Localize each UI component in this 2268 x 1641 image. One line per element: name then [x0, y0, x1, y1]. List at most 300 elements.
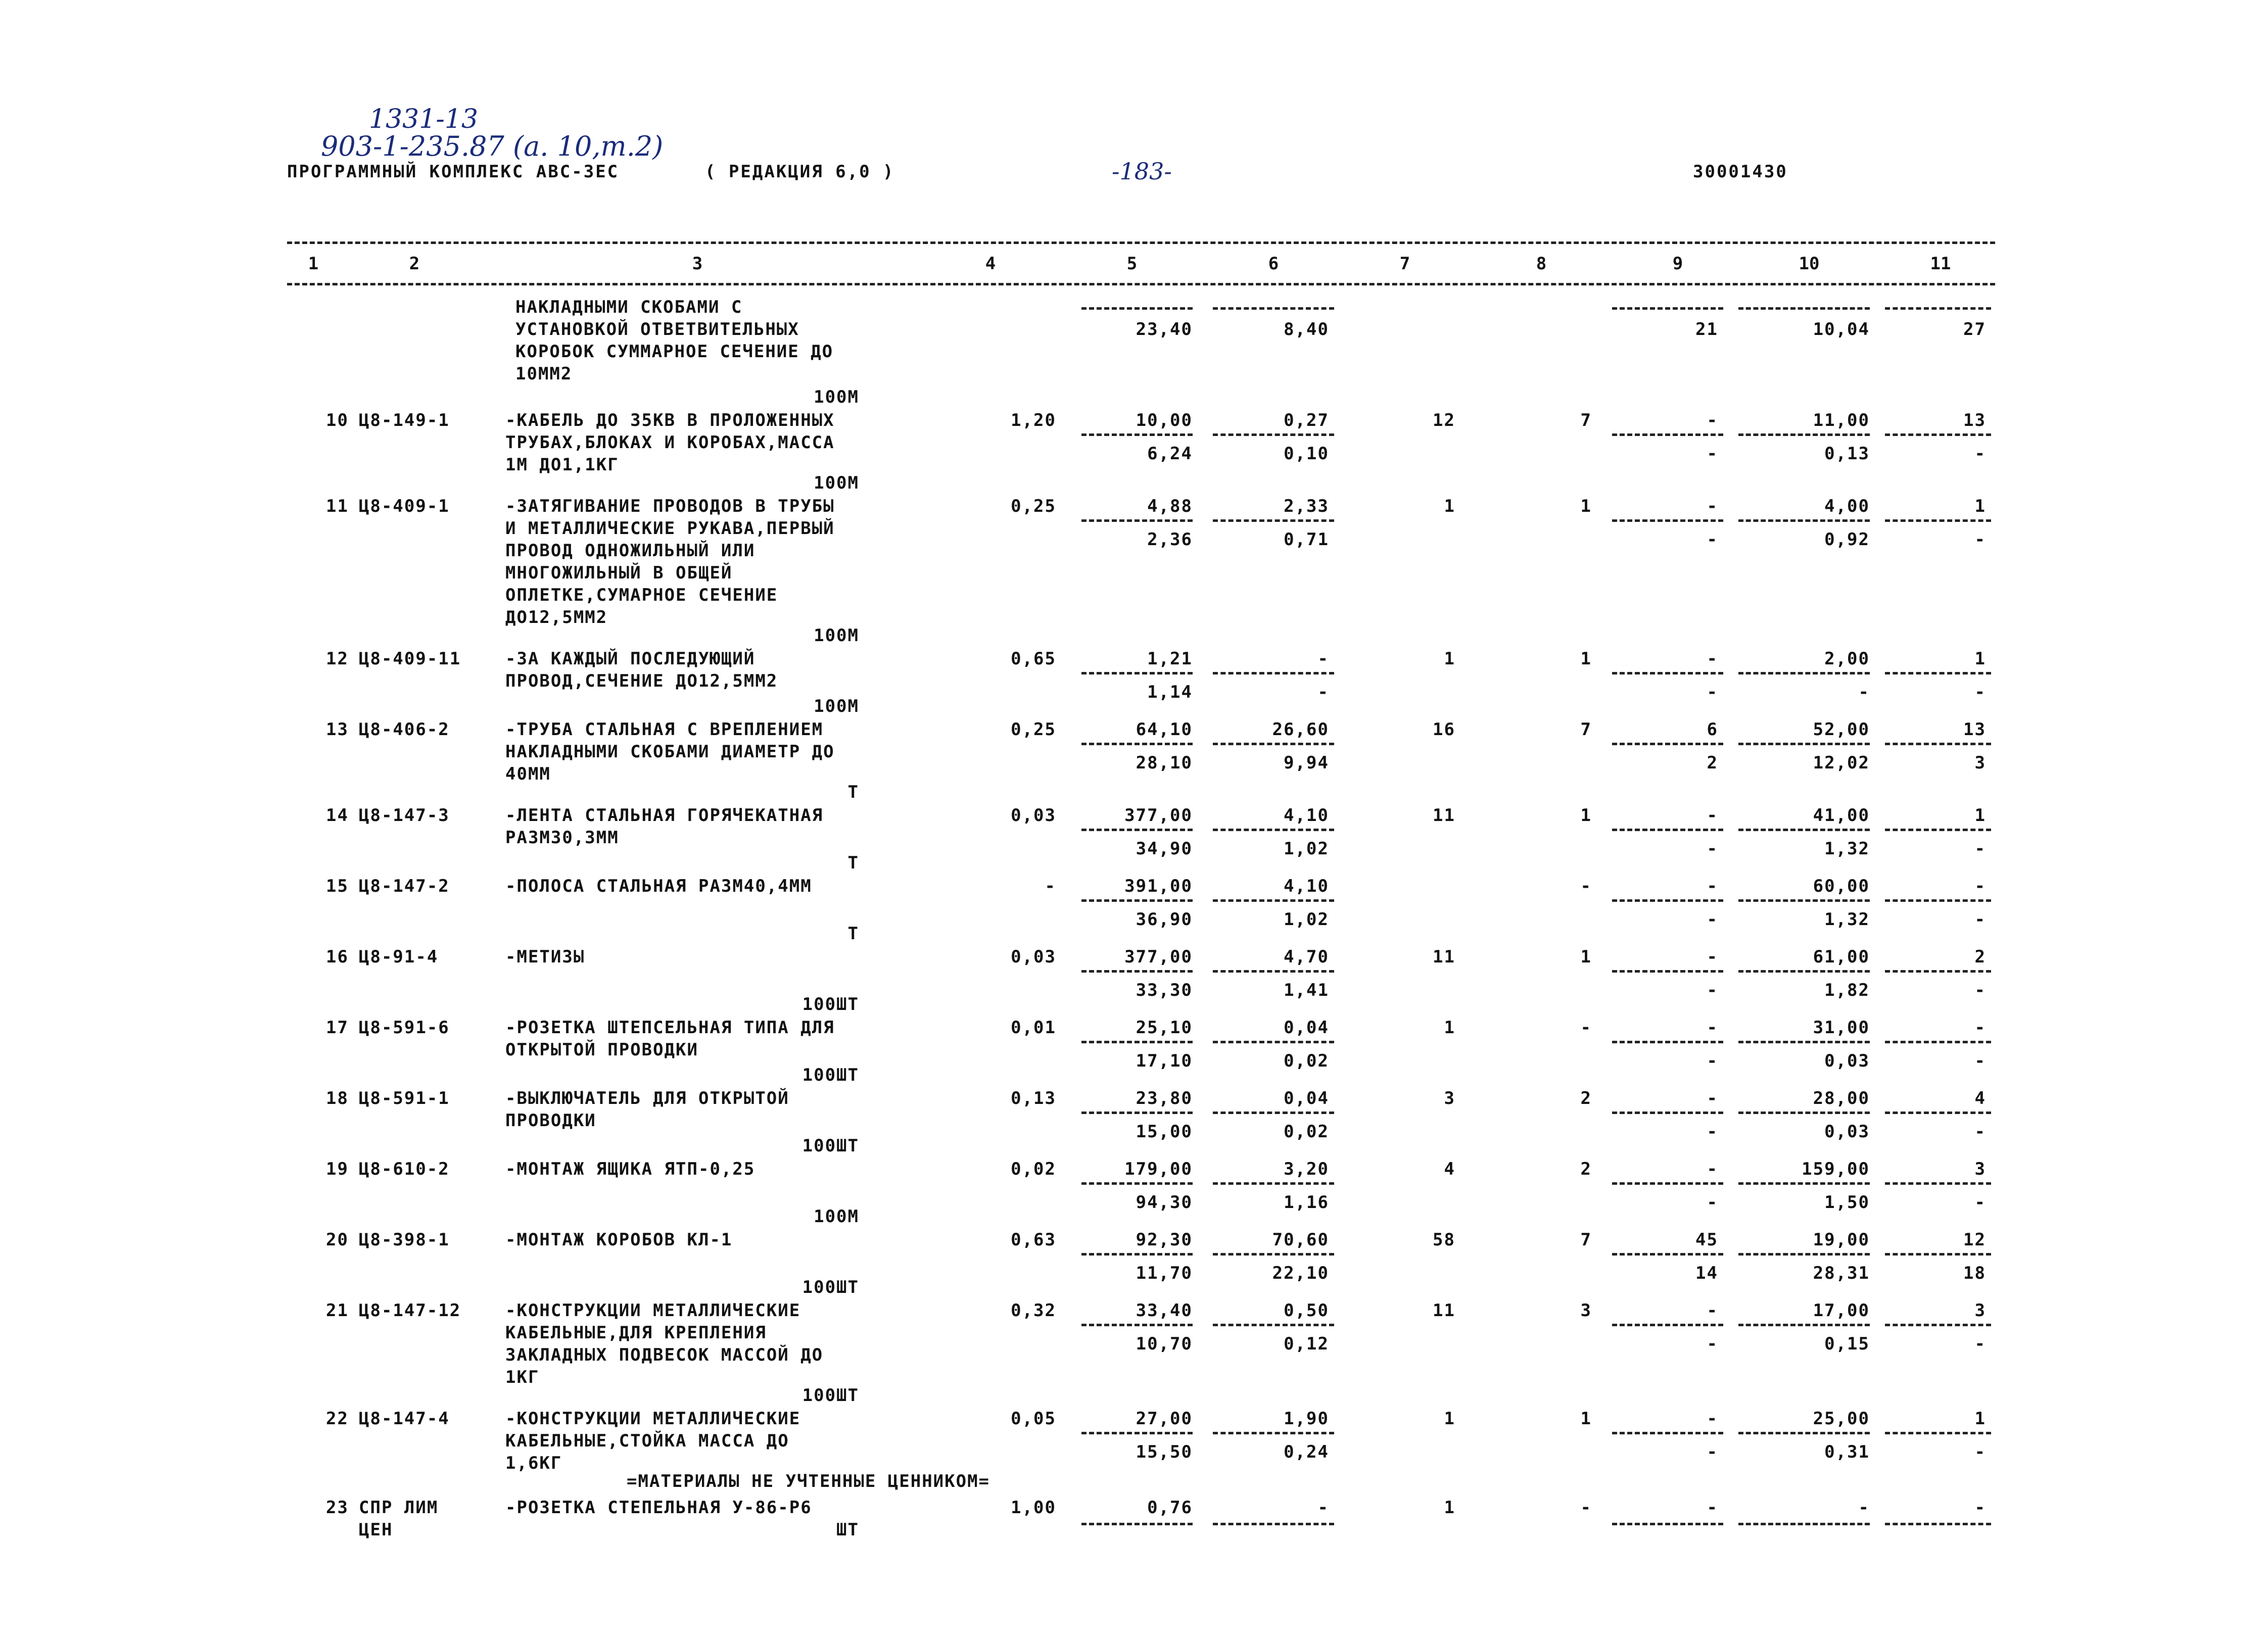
- row-dash-c9: [1612, 829, 1723, 831]
- row-description: -РОЗЕТКА ШТЕПСЕЛЬНАЯ ТИПА ДЛЯ ОТКРЫТОЙ ПРОВОДКИ: [505, 1018, 835, 1060]
- document-code: 30001430: [1693, 162, 1788, 182]
- row-c9b: -: [1707, 529, 1718, 550]
- row-c11: 13: [1963, 719, 1986, 740]
- row-dash-c6: [1213, 1182, 1334, 1185]
- row-c4: 0,25: [1011, 719, 1056, 740]
- handwritten-page-number: -183-: [1112, 158, 1172, 185]
- row-c6: -: [1317, 649, 1329, 669]
- row-c7: 11: [1433, 947, 1455, 967]
- col-header-7: 7: [1399, 254, 1410, 274]
- row-c11b: -: [1974, 682, 1986, 702]
- row-c8: 1: [1580, 1409, 1592, 1429]
- row-dash-c11: [1885, 1041, 1991, 1043]
- program-title: ПРОГРАММНЫЙ КОМПЛЕКС АВС-3ЕС: [287, 162, 620, 182]
- row-c9b: -: [1707, 909, 1718, 930]
- continuation-dash-10: [1738, 307, 1870, 310]
- row-dash-c10: [1738, 829, 1870, 831]
- row-c4: 0,05: [1011, 1409, 1056, 1429]
- row-number: 21: [326, 1300, 349, 1321]
- row-dash-c11: [1885, 1112, 1991, 1114]
- row-c7: 1: [1444, 649, 1455, 669]
- row-c10b: -: [1858, 682, 1870, 702]
- row-c8: 3: [1580, 1300, 1592, 1321]
- row-dash-c9: [1612, 1324, 1723, 1326]
- row-dash-c10: [1738, 1112, 1870, 1114]
- row-c11b: 18: [1963, 1263, 1986, 1283]
- row-c11: 13: [1963, 410, 1986, 430]
- last-row-dash-c6: [1213, 1523, 1334, 1525]
- last-row-c7: 1: [1444, 1498, 1455, 1518]
- row-dash-c11: [1885, 1432, 1991, 1434]
- row-c5: 4,88: [1147, 496, 1193, 516]
- row-dash-c10: [1738, 1041, 1870, 1043]
- row-c7: 12: [1433, 410, 1455, 430]
- row-c10b: 0,15: [1824, 1334, 1870, 1354]
- row-number: 16: [326, 947, 349, 967]
- row-c6: 3,20: [1284, 1159, 1329, 1179]
- row-unit: 100М: [814, 387, 859, 407]
- col-header-9: 9: [1672, 254, 1683, 274]
- row-number: 20: [326, 1230, 349, 1250]
- row-dash-c9: [1612, 672, 1723, 674]
- row-c6: 4,10: [1284, 805, 1329, 826]
- row-description: -ЛЕНТА СТАЛЬНАЯ ГОРЯЧЕКАТНАЯ РАЗМЗ0,3ММ: [505, 805, 824, 848]
- row-dash-c5: [1081, 1324, 1193, 1326]
- row-c11: 2: [1974, 947, 1986, 967]
- row-description: -ВЫКЛЮЧАТЕЛЬ ДЛЯ ОТКРЫТОЙ ПРОВОДКИ: [505, 1088, 789, 1131]
- row-c9: -: [1707, 410, 1718, 430]
- row-dash-c5: [1081, 1432, 1193, 1434]
- row-c8: 1: [1580, 805, 1592, 826]
- row-description: -ТРУБА СТАЛЬНАЯ С ВРЕПЛЕНИЕМ НАКЛАДНЫМИ СКОБАМИ ДИАМЕТР ДО 40ММ: [505, 719, 835, 784]
- row-c6b: 0,12: [1284, 1334, 1329, 1354]
- row-c9: -: [1707, 805, 1718, 826]
- row-c9b: 2: [1707, 753, 1718, 773]
- row-c5: 33,40: [1136, 1300, 1193, 1321]
- row-c5b: 11,70: [1136, 1263, 1193, 1283]
- row-c10: 60,00: [1813, 876, 1870, 896]
- row-description: -МОНТАЖ КОРОБОВ КЛ-1: [505, 1230, 733, 1250]
- row-dash-c9: [1612, 899, 1723, 902]
- row-c10b: 0,13: [1824, 444, 1870, 464]
- row-dash-c6: [1213, 970, 1334, 973]
- row-unit: 100М: [814, 473, 859, 493]
- row-c6b: 0,02: [1284, 1051, 1329, 1071]
- row-number: 17: [326, 1018, 349, 1038]
- row-number: 19: [326, 1159, 349, 1179]
- row-c8: 7: [1580, 1230, 1592, 1250]
- row-dash-c9: [1612, 1253, 1723, 1256]
- col-header-8: 8: [1536, 254, 1547, 274]
- row-c11: 3: [1974, 1159, 1986, 1179]
- row-dash-c10: [1738, 433, 1870, 436]
- row-dash-c6: [1213, 1112, 1334, 1114]
- row-c10b: 1,50: [1824, 1192, 1870, 1213]
- row-c10: 31,00: [1813, 1018, 1870, 1038]
- row-number: 14: [326, 805, 349, 826]
- col-header-2: 2: [409, 254, 420, 274]
- last-row-c4: 1,00: [1011, 1498, 1056, 1518]
- row-unit: 100М: [814, 696, 859, 716]
- row-c6b: 22,10: [1272, 1263, 1329, 1283]
- handwritten-doc-number: 1331-13: [369, 104, 479, 134]
- row-dash-c11: [1885, 519, 1991, 522]
- row-c11b: -: [1974, 1122, 1986, 1142]
- last-row-dash-c10: [1738, 1523, 1870, 1525]
- row-c4: 0,03: [1011, 947, 1056, 967]
- row-c6b: 0,02: [1284, 1122, 1329, 1142]
- last-row-code: СПР ЛИМ ЦЕН: [359, 1498, 439, 1540]
- row-c9: -: [1707, 1018, 1718, 1038]
- row-number: 22: [326, 1409, 349, 1429]
- row-c10: 19,00: [1813, 1230, 1870, 1250]
- last-row-description: -РОЗЕТКА СТЕПЕЛЬНАЯ У-86-Р6: [505, 1498, 812, 1518]
- row-dash-c5: [1081, 829, 1193, 831]
- row-c4: -: [1045, 876, 1056, 896]
- row-dash-c11: [1885, 970, 1991, 973]
- row-dash-c6: [1213, 829, 1334, 831]
- row-unit: 100М: [814, 1206, 859, 1227]
- col-header-4: 4: [985, 254, 996, 274]
- row-dash-c10: [1738, 1253, 1870, 1256]
- row-c10b: 0,92: [1824, 529, 1870, 550]
- row-c5: 179,00: [1124, 1159, 1193, 1179]
- row-dash-c5: [1081, 1112, 1193, 1114]
- row-c8: 2: [1580, 1159, 1592, 1179]
- row-c5: 25,10: [1136, 1018, 1193, 1038]
- row-c9: -: [1707, 1159, 1718, 1179]
- row-c9b: -: [1707, 444, 1718, 464]
- row-code: Ц8-147-12: [359, 1300, 461, 1321]
- row-c8: 7: [1580, 410, 1592, 430]
- row-c6: 26,60: [1272, 719, 1329, 740]
- row-c11: 1: [1974, 1409, 1986, 1429]
- row-dash-c9: [1612, 1112, 1723, 1114]
- row-c6: 4,10: [1284, 876, 1329, 896]
- row-c11: 12: [1963, 1230, 1986, 1250]
- continuation-dash-9: [1612, 307, 1723, 310]
- row-c11: -: [1974, 876, 1986, 896]
- row-c10: 52,00: [1813, 719, 1870, 740]
- row-c11: -: [1974, 1018, 1986, 1038]
- row-dash-c11: [1885, 829, 1991, 831]
- row-c10: 159,00: [1802, 1159, 1870, 1179]
- row-c9: 45: [1695, 1230, 1718, 1250]
- row-c10: 41,00: [1813, 805, 1870, 826]
- row-dash-c9: [1612, 1182, 1723, 1185]
- row-c9: 6: [1707, 719, 1718, 740]
- col-header-11: 11: [1930, 254, 1951, 274]
- row-dash-c6: [1213, 1253, 1334, 1256]
- row-c5b: 28,10: [1136, 753, 1193, 773]
- row-c10b: 28,31: [1813, 1263, 1870, 1283]
- row-c9b: -: [1707, 839, 1718, 859]
- row-code: Ц8-610-2: [359, 1159, 450, 1179]
- row-c9: -: [1707, 496, 1718, 516]
- row-c5: 64,10: [1136, 719, 1193, 740]
- row-c10: 2,00: [1824, 649, 1870, 669]
- row-c10b: 1,32: [1824, 909, 1870, 930]
- row-c10: 11,00: [1813, 410, 1870, 430]
- row-dash-c6: [1213, 672, 1334, 674]
- row-c5b: 6,24: [1147, 444, 1193, 464]
- row-c5: 92,30: [1136, 1230, 1193, 1250]
- continuation-dash-6: [1213, 307, 1334, 310]
- row-description: -МОНТАЖ ЯЩИКА ЯТП-0,25: [505, 1159, 755, 1179]
- row-dash-c10: [1738, 899, 1870, 902]
- row-c9: -: [1707, 947, 1718, 967]
- row-dash-c6: [1213, 743, 1334, 745]
- col-header-3: 3: [692, 254, 703, 274]
- row-c10b: 1,32: [1824, 839, 1870, 859]
- last-row-dash-c11: [1885, 1523, 1991, 1525]
- row-number: 13: [326, 719, 349, 740]
- row-dash-c11: [1885, 899, 1991, 902]
- col-header-5: 5: [1126, 254, 1138, 274]
- row-code: Ц8-591-6: [359, 1018, 450, 1038]
- row-code: Ц8-149-1: [359, 410, 450, 430]
- row-c6: 4,70: [1284, 947, 1329, 967]
- row-c11: 4: [1974, 1088, 1986, 1108]
- row-unit: Т: [847, 853, 859, 873]
- last-row-c8: -: [1580, 1498, 1592, 1518]
- continuation-col5: 23,40: [1136, 319, 1193, 340]
- row-c5b: 17,10: [1136, 1051, 1193, 1071]
- row-c5: 1,21: [1147, 649, 1193, 669]
- row-c6b: 0,24: [1284, 1442, 1329, 1462]
- row-c7: 3: [1444, 1088, 1455, 1108]
- row-c9b: -: [1707, 1192, 1718, 1213]
- row-code: Ц8-147-3: [359, 805, 450, 826]
- row-c5: 23,80: [1136, 1088, 1193, 1108]
- row-c6: 1,90: [1284, 1409, 1329, 1429]
- row-dash-c9: [1612, 1432, 1723, 1434]
- last-row-c11: -: [1974, 1498, 1986, 1518]
- row-dash-c9: [1612, 743, 1723, 745]
- row-description: -КОНСТРУКЦИИ МЕТАЛЛИЧЕСКИЕ КАБЕЛЬНЫЕ,СТОЙКА МАССА ДО 1,6КГ: [505, 1409, 801, 1473]
- row-dash-c6: [1213, 519, 1334, 522]
- row-c9b: -: [1707, 980, 1718, 1000]
- row-code: Ц8-591-1: [359, 1088, 450, 1108]
- row-c6b: -: [1317, 682, 1329, 702]
- row-number: 11: [326, 496, 349, 516]
- row-dash-c11: [1885, 743, 1991, 745]
- continuation-col10: 10,04: [1813, 319, 1870, 340]
- row-c4: 0,02: [1011, 1159, 1056, 1179]
- row-c5b: 36,90: [1136, 909, 1193, 930]
- row-dash-c5: [1081, 1253, 1193, 1256]
- last-row-c10: -: [1858, 1498, 1870, 1518]
- row-dash-c6: [1213, 1041, 1334, 1043]
- row-c9: -: [1707, 876, 1718, 896]
- continuation-description: НАКЛАДНЫМИ СКОБАМИ С УСТАНОВКОЙ ОТВЕТВИТЕЛЬНЫХ КОРОБОК СУММАРНОЕ СЕЧЕНИЕ ДО 10ММ2: [515, 297, 834, 384]
- row-c9b: -: [1707, 1122, 1718, 1142]
- row-c10: 25,00: [1813, 1409, 1870, 1429]
- row-description: -ПОЛОСА СТАЛЬНАЯ РАЗМ40,4ММ: [505, 876, 812, 896]
- row-unit: 100ШТ: [802, 1065, 859, 1085]
- row-c8: 7: [1580, 719, 1592, 740]
- continuation-col9: 21: [1695, 319, 1718, 340]
- row-dash-c10: [1738, 970, 1870, 973]
- row-c6: 2,33: [1284, 496, 1329, 516]
- row-c7: 1: [1444, 496, 1455, 516]
- row-c11b: -: [1974, 444, 1986, 464]
- row-c5: 27,00: [1136, 1409, 1193, 1429]
- row-c7: 1: [1444, 1409, 1455, 1429]
- row-dash-c5: [1081, 970, 1193, 973]
- row-c11: 1: [1974, 805, 1986, 826]
- row-dash-c10: [1738, 743, 1870, 745]
- row-dash-c11: [1885, 1253, 1991, 1256]
- row-c6: 0,50: [1284, 1300, 1329, 1321]
- row-description: -ЗА КАЖДЫЙ ПОСЛЕДУЮЩИЙ ПРОВОД,СЕЧЕНИЕ ДО12,5ММ2: [505, 649, 778, 691]
- row-number: 15: [326, 876, 349, 896]
- row-dash-c6: [1213, 1432, 1334, 1434]
- last-row-c5: 0,76: [1147, 1498, 1193, 1518]
- row-number: 18: [326, 1088, 349, 1108]
- materials-note: =МАТЕРИАЛЫ НЕ УЧТЕННЫЕ ЦЕННИКОМ=: [627, 1471, 990, 1491]
- row-unit: Т: [847, 782, 859, 802]
- continuation-dash-5: [1081, 307, 1193, 310]
- col-header-10: 10: [1799, 254, 1820, 274]
- row-dash-c10: [1738, 672, 1870, 674]
- row-c10: 28,00: [1813, 1088, 1870, 1108]
- last-row-unit: ШТ: [836, 1520, 859, 1540]
- row-c6b: 0,10: [1284, 444, 1329, 464]
- row-dash-c9: [1612, 433, 1723, 436]
- row-c6b: 1,02: [1284, 839, 1329, 859]
- continuation-col11: 27: [1963, 319, 1986, 340]
- row-c9b: -: [1707, 1442, 1718, 1462]
- row-dash-c5: [1081, 1041, 1193, 1043]
- row-c9: -: [1707, 1300, 1718, 1321]
- row-dash-c9: [1612, 519, 1723, 522]
- row-description: -ЗАТЯГИВАНИЕ ПРОВОДОВ В ТРУБЫ И МЕТАЛЛИЧЕСКИЕ РУКАВА,ПЕРВЫЙ ПРОВОД ОДНОЖИЛЬНЫЙ ИЛИ МНОГОЖИЛЬНЫЙ В ОБЩЕЙ ОПЛЕТКЕ,СУМАРНОЕ СЕЧЕНИЕ ДО12,5ММ2: [505, 496, 835, 628]
- row-unit: 100ШТ: [802, 1385, 859, 1406]
- row-c8: -: [1580, 876, 1592, 896]
- row-c7: 11: [1433, 1300, 1455, 1321]
- row-c4: 0,63: [1011, 1230, 1056, 1250]
- row-c10b: 1,82: [1824, 980, 1870, 1000]
- row-c5: 391,00: [1124, 876, 1193, 896]
- row-c8: 1: [1580, 649, 1592, 669]
- last-row-number: 23: [326, 1498, 349, 1518]
- row-c11b: -: [1974, 1192, 1986, 1213]
- row-c5b: 10,70: [1136, 1334, 1193, 1354]
- row-c5b: 34,90: [1136, 839, 1193, 859]
- row-c4: 0,13: [1011, 1088, 1056, 1108]
- row-dash-c9: [1612, 1041, 1723, 1043]
- row-description: -КОНСТРУКЦИИ МЕТАЛЛИЧЕСКИЕ КАБЕЛЬНЫЕ,ДЛЯ КРЕПЛЕНИЯ ЗАКЛАДНЫХ ПОДВЕСОК МАССОЙ ДО 1КГ: [505, 1300, 824, 1387]
- row-code: Ц8-398-1: [359, 1230, 450, 1250]
- row-c10b: 0,03: [1824, 1051, 1870, 1071]
- row-c9: -: [1707, 1088, 1718, 1108]
- row-c5b: 94,30: [1136, 1192, 1193, 1213]
- row-unit: 100М: [814, 625, 859, 646]
- row-c8: 2: [1580, 1088, 1592, 1108]
- row-description: -КАБЕЛЬ ДО 35КВ В ПРОЛОЖЕННЫХ ТРУБАХ,БЛОКАХ И КОРОБАХ,МАССА 1М ДО1,1КГ: [505, 410, 835, 475]
- row-c10: 61,00: [1813, 947, 1870, 967]
- row-c5: 10,00: [1136, 410, 1193, 430]
- row-c10: 4,00: [1824, 496, 1870, 516]
- row-number: 10: [326, 410, 349, 430]
- continuation-dash-11: [1885, 307, 1991, 310]
- row-dash-c11: [1885, 672, 1991, 674]
- edition-label: ( РЕДАКЦИЯ 6,0 ): [705, 162, 895, 182]
- row-c9b: -: [1707, 682, 1718, 702]
- continuation-col6: 8,40: [1284, 319, 1329, 340]
- row-c4: 1,20: [1011, 410, 1056, 430]
- row-c8: 1: [1580, 496, 1592, 516]
- row-c6: 0,27: [1284, 410, 1329, 430]
- row-c6b: 1,02: [1284, 909, 1329, 930]
- row-c5: 377,00: [1124, 947, 1193, 967]
- row-c5b: 15,50: [1136, 1442, 1193, 1462]
- row-c5b: 1,14: [1147, 682, 1193, 702]
- last-row-c6: -: [1317, 1498, 1329, 1518]
- row-dash-c5: [1081, 672, 1193, 674]
- row-c5b: 2,36: [1147, 529, 1193, 550]
- row-c9: -: [1707, 1409, 1718, 1429]
- row-c6b: 1,16: [1284, 1192, 1329, 1213]
- row-code: Ц8-91-4: [359, 947, 439, 967]
- row-dash-c10: [1738, 519, 1870, 522]
- row-code: Ц8-409-11: [359, 649, 461, 669]
- row-dash-c11: [1885, 1324, 1991, 1326]
- row-c6: 70,60: [1272, 1230, 1329, 1250]
- row-c5: 377,00: [1124, 805, 1193, 826]
- row-c11b: -: [1974, 839, 1986, 859]
- row-c7: 1: [1444, 1018, 1455, 1038]
- row-c11b: -: [1974, 1334, 1986, 1354]
- row-c4: 0,25: [1011, 496, 1056, 516]
- row-unit: Т: [847, 924, 859, 944]
- row-c9b: -: [1707, 1051, 1718, 1071]
- row-code: Ц8-147-2: [359, 876, 450, 896]
- row-c8: -: [1580, 1018, 1592, 1038]
- row-c11: 1: [1974, 496, 1986, 516]
- row-c10b: 12,02: [1813, 753, 1870, 773]
- col-header-1: 1: [308, 254, 319, 274]
- row-c11b: -: [1974, 980, 1986, 1000]
- row-c4: 0,32: [1011, 1300, 1056, 1321]
- row-c7: 11: [1433, 805, 1455, 826]
- handwritten-project-code: 903-1-235.87 (a. 10,т.2): [321, 130, 664, 162]
- row-dash-c10: [1738, 1324, 1870, 1326]
- row-c6b: 1,41: [1284, 980, 1329, 1000]
- row-c10b: 0,03: [1824, 1122, 1870, 1142]
- row-c11: 1: [1974, 649, 1986, 669]
- row-c9b: 14: [1695, 1263, 1718, 1283]
- row-dash-c5: [1081, 433, 1193, 436]
- row-dash-c11: [1885, 1182, 1991, 1185]
- row-description: -МЕТИЗЫ: [505, 947, 585, 967]
- row-c7: 4: [1444, 1159, 1455, 1179]
- row-c6b: 9,94: [1284, 753, 1329, 773]
- row-dash-c10: [1738, 1182, 1870, 1185]
- row-dash-c5: [1081, 743, 1193, 745]
- row-code: Ц8-147-4: [359, 1409, 450, 1429]
- row-c4: 0,03: [1011, 805, 1056, 826]
- row-c7: 58: [1433, 1230, 1455, 1250]
- row-dash-c5: [1081, 1182, 1193, 1185]
- row-c11b: 3: [1974, 753, 1986, 773]
- row-unit: 100ШТ: [802, 994, 859, 1015]
- row-c5b: 15,00: [1136, 1122, 1193, 1142]
- row-dash-c11: [1885, 433, 1991, 436]
- row-dash-c6: [1213, 1324, 1334, 1326]
- row-c8: 1: [1580, 947, 1592, 967]
